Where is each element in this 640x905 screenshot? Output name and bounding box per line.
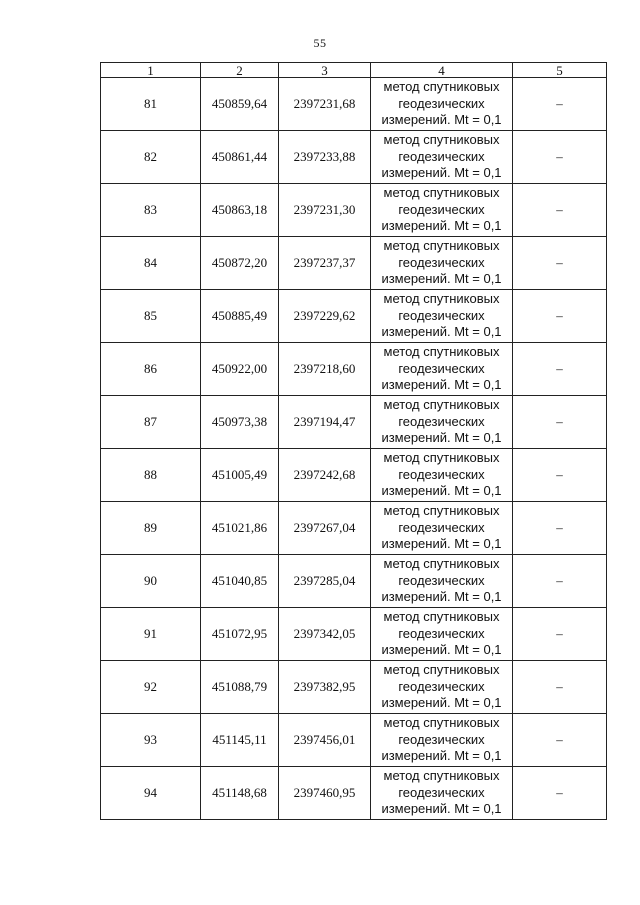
method-cell [371,502,513,555]
method-line: геодезических [398,572,485,588]
y-coordinate-cell: 2397237,37 [279,237,371,290]
x-coordinate-cell: 451072,95 [201,608,279,661]
method-line: измерений. Mt = 0,1 [381,271,502,287]
method-line: геодезических [398,413,485,429]
y-coordinate-cell: 2397218,60 [279,343,371,396]
y-coordinate-cell: 2397229,62 [279,290,371,343]
method-cell [371,343,513,396]
note-cell: – [513,714,607,767]
x-coordinate-cell: 451005,49 [201,449,279,502]
table-row [101,78,607,131]
y-coordinate-cell: 2397285,04 [279,555,371,608]
method-line: измерений. Mt = 0,1 [381,324,502,340]
note-cell: – [513,449,607,502]
column-header-1: 1 [101,63,201,78]
x-coordinate-cell: 451040,85 [201,555,279,608]
point-number-cell: 94 [101,767,201,820]
x-coordinate-cell: 450872,20 [201,237,279,290]
method-line: геодезических [398,678,485,694]
method-line: геодезических [398,201,485,217]
y-coordinate-cell: 2397382,95 [279,661,371,714]
point-number-cell: 82 [101,131,201,184]
method-line: измерений. Mt = 0,1 [381,589,502,605]
column-header-4: 4 [371,63,513,78]
method-line: метод спутниковых [383,132,500,148]
table-row [101,714,607,767]
method-line: измерений. Mt = 0,1 [381,483,502,499]
method-line: геодезических [398,307,485,323]
method-line: измерений. Mt = 0,1 [381,801,502,817]
point-number-cell: 91 [101,608,201,661]
note-cell: – [513,78,607,131]
column-header-5: 5 [513,63,607,78]
method-line: геодезических [398,731,485,747]
note-cell: – [513,502,607,555]
method-line: измерений. Mt = 0,1 [381,430,502,446]
method-line: метод спутниковых [383,662,500,678]
table-row [101,237,607,290]
method-line: метод спутниковых [383,609,500,625]
table-row [101,184,607,237]
method-line: метод спутниковых [383,397,500,413]
method-cell [371,661,513,714]
method-line: измерений. Mt = 0,1 [381,748,502,764]
coordinates-table [100,62,607,820]
method-line: измерений. Mt = 0,1 [381,112,502,128]
method-line: геодезических [398,466,485,482]
y-coordinate-cell: 2397460,95 [279,767,371,820]
table-row [101,290,607,343]
method-line: геодезических [398,519,485,535]
method-cell [371,608,513,661]
method-line: измерений. Mt = 0,1 [381,165,502,181]
method-line: метод спутниковых [383,556,500,572]
note-cell: – [513,131,607,184]
method-line: метод спутниковых [383,185,500,201]
note-cell: – [513,767,607,820]
y-coordinate-cell: 2397231,30 [279,184,371,237]
note-cell: – [513,184,607,237]
table-row [101,555,607,608]
column-header-2: 2 [201,63,279,78]
method-cell [371,396,513,449]
method-line: измерений. Mt = 0,1 [381,695,502,711]
note-cell: – [513,555,607,608]
table-row [101,343,607,396]
point-number-cell: 92 [101,661,201,714]
method-line: метод спутниковых [383,715,500,731]
point-number-cell: 90 [101,555,201,608]
table-row [101,396,607,449]
x-coordinate-cell: 450859,64 [201,78,279,131]
x-coordinate-cell: 450973,38 [201,396,279,449]
y-coordinate-cell: 2397267,04 [279,502,371,555]
method-cell [371,184,513,237]
page-number: 55 [313,36,327,50]
x-coordinate-cell: 451021,86 [201,502,279,555]
point-number-cell: 85 [101,290,201,343]
y-coordinate-cell: 2397233,88 [279,131,371,184]
point-number-cell: 84 [101,237,201,290]
method-cell [371,714,513,767]
method-line: метод спутниковых [383,79,500,95]
method-line: геодезических [398,254,485,270]
method-line: измерений. Mt = 0,1 [381,218,502,234]
table-row [101,767,607,820]
method-line: измерений. Mt = 0,1 [381,536,502,552]
method-cell [371,767,513,820]
table-header-row [101,63,607,78]
x-coordinate-cell: 450863,18 [201,184,279,237]
method-line: метод спутниковых [383,768,500,784]
method-line: геодезических [398,784,485,800]
method-cell [371,290,513,343]
column-header-3: 3 [279,63,371,78]
x-coordinate-cell: 451088,79 [201,661,279,714]
y-coordinate-cell: 2397456,01 [279,714,371,767]
method-cell [371,131,513,184]
point-number-cell: 93 [101,714,201,767]
point-number-cell: 86 [101,343,201,396]
method-line: измерений. Mt = 0,1 [381,642,502,658]
x-coordinate-cell: 450861,44 [201,131,279,184]
table-row [101,661,607,714]
x-coordinate-cell: 451148,68 [201,767,279,820]
note-cell: – [513,343,607,396]
method-line: метод спутниковых [383,344,500,360]
table-body [101,78,607,820]
y-coordinate-cell: 2397242,68 [279,449,371,502]
method-line: измерений. Mt = 0,1 [381,377,502,393]
method-line: геодезических [398,360,485,376]
note-cell: – [513,661,607,714]
method-cell [371,78,513,131]
x-coordinate-cell: 451145,11 [201,714,279,767]
y-coordinate-cell: 2397342,05 [279,608,371,661]
point-number-cell: 87 [101,396,201,449]
method-line: геодезических [398,148,485,164]
point-number-cell: 89 [101,502,201,555]
note-cell: – [513,290,607,343]
point-number-cell: 83 [101,184,201,237]
table-row [101,449,607,502]
method-line: метод спутниковых [383,238,500,254]
method-line: метод спутниковых [383,450,500,466]
method-cell [371,237,513,290]
note-cell: – [513,608,607,661]
y-coordinate-cell: 2397194,47 [279,396,371,449]
method-line: геодезических [398,625,485,641]
table-row [101,608,607,661]
table-row [101,502,607,555]
table-row [101,131,607,184]
x-coordinate-cell: 450885,49 [201,290,279,343]
point-number-cell: 88 [101,449,201,502]
x-coordinate-cell: 450922,00 [201,343,279,396]
note-cell: – [513,237,607,290]
note-cell: – [513,396,607,449]
method-cell [371,449,513,502]
method-cell [371,555,513,608]
method-line: метод спутниковых [383,503,500,519]
point-number-cell: 81 [101,78,201,131]
y-coordinate-cell: 2397231,68 [279,78,371,131]
method-line: метод спутниковых [383,291,500,307]
method-line: геодезических [398,95,485,111]
